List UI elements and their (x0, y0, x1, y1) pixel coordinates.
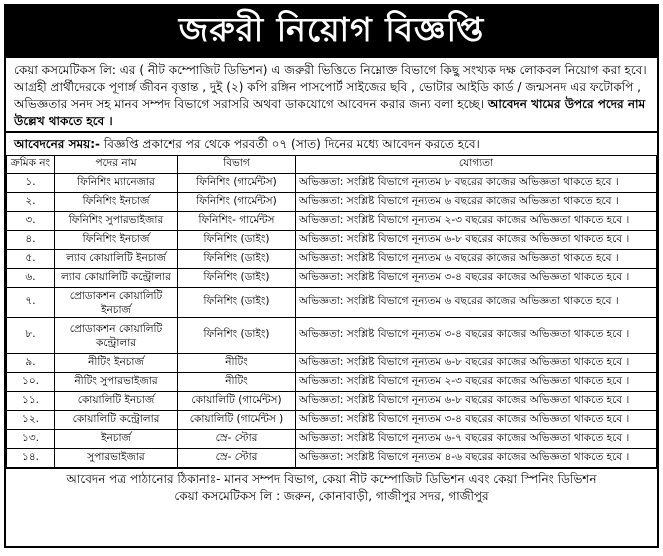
post-cell: ইনচার্জ (55, 430, 178, 449)
department-cell: ফিনিশিং (ডাইং) (178, 318, 296, 354)
post-cell: ল্যাব কোয়ালিটি কন্ট্রোলার (55, 269, 178, 288)
department-cell: নীটিং (178, 354, 296, 373)
address-footer (6, 468, 657, 505)
qualification-cell: অভিজ্ঞতা: সংশ্লিষ্ট বিভাগে নূন্যতম ৩-৪ বছরের কাজের অভিজ্ঞতা থাকতে হবে । (296, 269, 657, 288)
department-cell: ফিনিশিং (ডাইং) (178, 231, 296, 250)
header-post: পদের নাম (55, 156, 178, 174)
post-cell: ফিনিশিং ইনচার্জ (55, 231, 178, 250)
table-row (7, 269, 657, 288)
serial-cell: ৯. (7, 354, 55, 373)
serial-cell: ১৪. (7, 449, 55, 468)
serial-cell: ৮. (7, 318, 55, 354)
post-cell: প্রোডাকশন কোয়ালিটি কন্ট্রোলার (55, 318, 178, 354)
serial-cell: ৪. (7, 231, 55, 250)
table-row (7, 212, 657, 231)
post-cell: ল্যাব কোয়ালিটি ইনচার্জ (55, 250, 178, 269)
department-cell: কোয়ালিটি (গার্মেন্টস ) (178, 411, 296, 430)
department-cell: স্রে- স্টোর (178, 430, 296, 449)
serial-cell: ৩. (7, 212, 55, 231)
table-header-row (7, 156, 657, 174)
table-row (7, 318, 657, 354)
table-row (7, 231, 657, 250)
table-row (7, 354, 657, 373)
table-row (7, 373, 657, 392)
table-row (7, 288, 657, 318)
serial-cell: ১০. (7, 373, 55, 392)
intro-emphasis: আবেদন খামের উপরে পদের নাম উল্লেখ থাকতে হবে । (14, 97, 646, 128)
department-cell: ফিনিশিং (ডাইং) (178, 269, 296, 288)
header-department: বিভাগ (178, 156, 296, 174)
qualification-cell: অভিজ্ঞতা: সংশ্লিষ্ট বিভাগে নূন্যতম ৬-৮ বছরের কাজের অভিজ্ঞতা থাকতে হবে । (296, 231, 657, 250)
table-row (7, 411, 657, 430)
post-cell: ফিনিশিং সুপারভাইজার (55, 212, 178, 231)
qualification-cell: অভিজ্ঞতা: সংশ্লিষ্ট বিভাগে নূন্যতম ২-৩ বছরের কাজের অভিজ্ঞতা থাকতে হবে । (296, 373, 657, 392)
qualification-cell: অভিজ্ঞতা: সংশ্লিষ্ট বিভাগে নূন্যতম ৬-৮ বছরের কাজের অভিজ্ঞতা থাকতে হবে । (296, 392, 657, 411)
qualification-cell: অভিজ্ঞতা: সংশ্লিষ্ট বিভাগে নূন্যতম ৮ বছরের কাজের অভিজ্ঞতা থাকতে হবে । (296, 174, 657, 193)
notice-title: জরুরী নিয়োগ বিজ্ঞপ্তি (178, 10, 485, 49)
serial-cell: ১. (7, 174, 55, 193)
serial-cell: ১৩. (7, 430, 55, 449)
department-cell: কোয়ালিটি (গার্মেন্টস) (178, 392, 296, 411)
department-cell: ফিনিশিং (গার্মেন্টস) (178, 174, 296, 193)
serial-cell: ২. (7, 193, 55, 212)
serial-cell: ১২. (7, 411, 55, 430)
post-cell: ফিনিশিং ইনচার্জ (55, 193, 178, 212)
table-row (7, 449, 657, 468)
serial-cell: ৫. (7, 250, 55, 269)
serial-cell: ৬. (7, 269, 55, 288)
table-row (7, 193, 657, 212)
address-line-1: আবেদন পত্র পাঠানোর ঠিকানাঃ- মানব সম্পদ বিভাগ, কেয়া নীট কম্পোজিট ডিভিশন এবং কেয়া স্পিনিং ডিভিশন (66, 472, 597, 486)
job-notice (4, 4, 659, 548)
qualification-cell: অভিজ্ঞতা: সংশ্লিষ্ট বিভাগে নূন্যতম ৬ বছরের কাজের অভিজ্ঞতা থাকতে হবে । (296, 193, 657, 212)
department-cell: নীটিং (178, 373, 296, 392)
header-qualification: যোগ্যতা (296, 156, 657, 174)
post-cell: ফিনিশিং ম্যানেজার (55, 174, 178, 193)
notice-header (6, 6, 657, 58)
intro-text: কেয়া কসমেটিকস লি: এর ( নীট কম্পোজিট ডিভিশন) এ জরুরী ভিত্তিতে নিম্নোক্ত বিভাগে কিছু সংখ্যক দক্ষ লোকবল নিয়োগ করা হবে। আগ্রহী প্রার্থীদেরকে পূণার্ঙ্গ জীবন বৃত্তান্ত , দুই (২) কপি রঙ্গিন পাসপোর্ট সাইজের ছবি , ভোটার আইডি কার্ড / জন্মসনদ এর ফটোকপি , অভিজ্ঞতার সনদ সহ মানব সম্পদ বিভাগে সরাসরি অথবা ডাকযোগে আবেদন করার জন্য বলা হচ্ছে। (14, 63, 647, 111)
application-period (6, 131, 657, 155)
department-cell: ফিনিশিং (ডাইং) (178, 288, 296, 318)
post-cell: কোয়ালিটি ইনচার্জ (55, 392, 178, 411)
qualification-cell: অভিজ্ঞতা: সংশ্লিষ্ট বিভাগে নূন্যতম ৬ বছরের কাজের অভিজ্ঞতা থাকতে হবে । (296, 288, 657, 318)
qualification-cell: অভিজ্ঞতা: সংশ্লিষ্ট বিভাগে নূন্যতম ৪-৬ বছরের কাজের অভিজ্ঞতা থাকতে হবে । (296, 449, 657, 468)
intro-paragraph (6, 58, 657, 131)
vacancy-table (6, 155, 657, 468)
address-line-2: কেয়া কসমেটিকস লি : জরুন, কোনাবাড়ী, গাজীপুর সদর, গাজীপুর (174, 489, 489, 503)
table-row (7, 430, 657, 449)
post-cell: কোয়ালিটি কন্ট্রোলার (55, 411, 178, 430)
application-period-text: বিজ্ঞপ্তি প্রকাশের পর থেকে পরবর্তী ০৭ (সাত) দিনের মধ্যে আবেদন করতে হবে। (103, 137, 480, 151)
department-cell: স্রে- স্টোর (178, 449, 296, 468)
post-cell: সুপারভাইজার (55, 449, 178, 468)
header-serial: ক্রমিক নং (7, 156, 55, 174)
post-cell: প্রোডাকশন কোয়ালিটি ইনচার্জ (55, 288, 178, 318)
table-row (7, 250, 657, 269)
qualification-cell: অভিজ্ঞতা: সংশ্লিষ্ট বিভাগে নূন্যতম ৩-৪ বছরের কাজের অভিজ্ঞতা থাকতে হবে । (296, 411, 657, 430)
qualification-cell: অভিজ্ঞতা: সংশ্লিষ্ট বিভাগে নূন্যতম ৩-৪ বছরের কাজের অভিজ্ঞতা থাকতে হবে । (296, 318, 657, 354)
department-cell: ফিনিশিং (ডাইং) (178, 250, 296, 269)
application-period-label: আবেদনের সময়:- (14, 137, 101, 151)
serial-cell: ৭. (7, 288, 55, 318)
department-cell: ফিনিশিং (গার্মেন্টস) (178, 193, 296, 212)
post-cell: নীটিং ইনচার্জ (55, 354, 178, 373)
qualification-cell: অভিজ্ঞতা: সংশ্লিষ্ট বিভাগে নূন্যতম ২-৩ বছরের কাজের অভিজ্ঞতা থাকতে হবে । (296, 212, 657, 231)
table-row (7, 174, 657, 193)
post-cell: নীটিং সুপারভাইজার (55, 373, 178, 392)
table-body (7, 174, 657, 468)
qualification-cell: অভিজ্ঞতা: সংশ্লিষ্ট বিভাগে নূন্যতম ৬-৮ বছরের কাজের অভিজ্ঞতা থাকতে হবে । (296, 354, 657, 373)
qualification-cell: অভিজ্ঞতা: সংশ্লিষ্ট বিভাগে নূন্যতম ৬ বছরের কাজের অভিজ্ঞতা থাকতে হবে । (296, 250, 657, 269)
qualification-cell: অভিজ্ঞতা: সংশ্লিষ্ট বিভাগে নূন্যতম ৬-৭ বছরের কাজের অভিজ্ঞতা থাকতে হবে । (296, 430, 657, 449)
serial-cell: ১১. (7, 392, 55, 411)
department-cell: ফিনিশিং- গার্মেন্টস (178, 212, 296, 231)
table-row (7, 392, 657, 411)
